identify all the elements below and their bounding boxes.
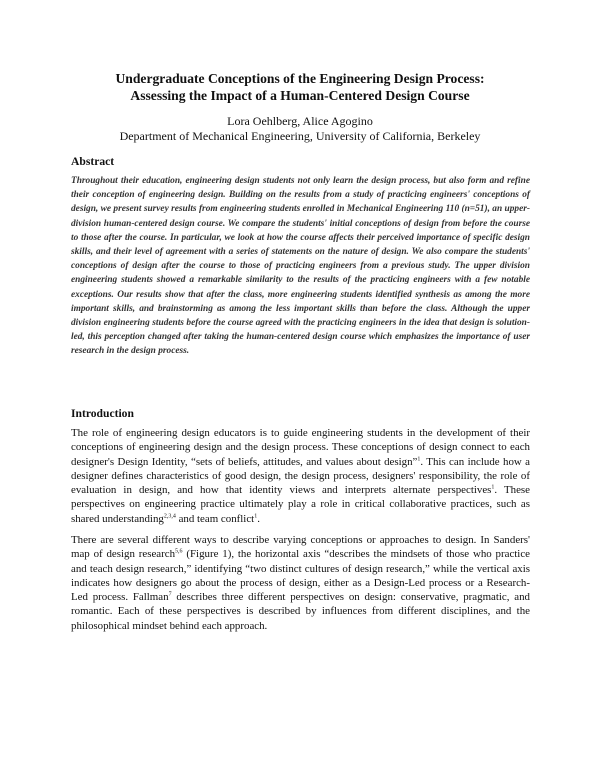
citation-ref: 1	[417, 455, 421, 462]
abstract-body: Throughout their education, engineering design students not only learn the design process, but also form and refine their conception of engineering design. Building on the results from a study of practicing engineers' conceptions of design, we present survey results from engineering students enrolled in Mechanical Engineering 110 (n=51), an upper-division human-centered design course. We compare the students' initial conceptions of design from before the course to those after the course. In particular, we look at how the course affects their perceived importance of specific design skills, and their level of agreement with a series of statements on the nature of design. We also compare the students' conceptions of design after the course to those of practicing engineers from a previous study. The upper division engineering students showed a remarkable similarity to the results of the practicing engineers with a few notable exceptions. Our results show that after the class, more engineering students identified synthesis as among the more important skills, and brainstorming as among the less important skills than before the class. Although the upper division engineering students before the course agreed with the practicing engineers in the idea that design is solution-led, this perception changed after taking the human-centered design course which emphasizes the importance of user research in the design process.	[71, 176, 530, 357]
intro-p1-text-a: The role of engineering design educators is to guide engineering students in the development of their conceptions of engineering design and the design process. These conceptions of design connect to each designer's Design Identity, “sets of beliefs, attitudes, and values about design”	[71, 427, 530, 468]
title-line-1: Undergraduate Conceptions of the Engineering Design Process:	[115, 71, 485, 86]
author-affiliation: Department of Mechanical Engineering, University of California, Berkeley	[119, 129, 481, 143]
introduction-heading: Introduction	[71, 407, 134, 420]
citation-ref: 2,3,4	[163, 513, 176, 520]
citation-ref: 7	[168, 591, 172, 598]
introduction-paragraph-2	[71, 533, 530, 633]
title-line-2: Assessing the Impact of a Human-Centered Design Course	[130, 88, 470, 103]
citation-ref: 1	[491, 484, 495, 491]
intro-p1-text-b: . This can include how a designer defines characteristics of good design, the design process, designers' responsibility, the role of evaluation in design, and how that identity views and interprets alternate perspectives	[71, 455, 530, 497]
citation-ref: 1	[254, 513, 258, 520]
intro-p2-text-c: describes three different perspectives on design: conservative, pragmatic, and romantic. Each of these perspectives is described by influences from different disciplines, and the philosophical mindset behind each approach.	[71, 591, 530, 632]
abstract-heading: Abstract	[71, 155, 115, 168]
intro-p2-text-b: (Figure 1), the horizontal axis “describes the mindsets of those who practice and teach design research,” identifying “two distinct cultures of design research,” while the vertical axis indicates how designers go about the process of design, either as a Design-Led process or a Research-Led process. Fallman	[71, 548, 531, 604]
citation-ref: 5,6	[175, 548, 183, 555]
paper-title	[70, 70, 530, 104]
intro-p2-text-a: There are several different ways to describe varying conceptions or approaches to design. In Sanders' map of design research	[71, 534, 530, 561]
intro-p1-text-d: and team conflict	[175, 512, 255, 525]
intro-p1-text-e: .	[257, 512, 260, 525]
intro-p1-text-c: . These perspectives on engineering practice ultimately play a role in critical collaborative practices, such as shared understanding	[71, 484, 530, 525]
author-list: Lora Oehlberg, Alice Agogino	[227, 114, 373, 128]
introduction-paragraph-1	[71, 426, 530, 526]
